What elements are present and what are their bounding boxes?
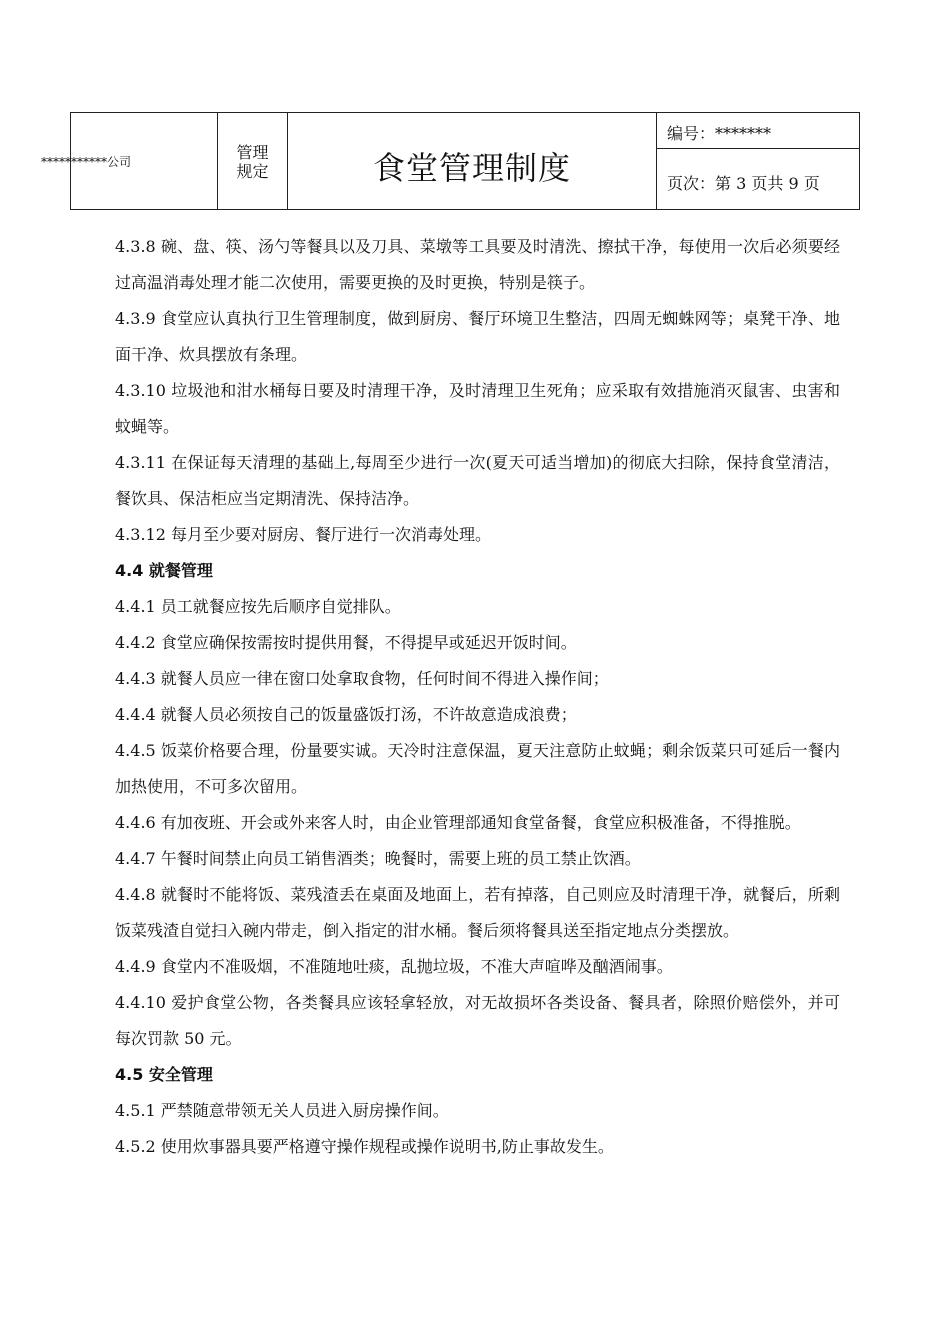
clause-paragraph: 4.3.8 碗、盘、筷、汤勺等餐具以及刀具、菜墩等工具要及时清洗、擦拭干净，每使用一次后必须要经过高温消毒处理才能二次使用，需要更换的及时更换，特别是筷子。: [115, 237, 840, 292]
doc-type-cell: [218, 113, 288, 209]
section-heading: 4.5 安全管理: [115, 1065, 213, 1084]
clause-paragraph: 4.4.8 就餐时不能将饭、菜残渣丢在桌面及地面上，若有掉落，自己则应及时清理干净，就餐后，所剩饭菜残渣自觉扫入碗内带走，倒入指定的泔水桶。餐后须将餐具送至指定地点分类摆放。: [115, 885, 840, 940]
doc-type-line1: 管理: [236, 143, 269, 162]
doc-type-label: [218, 143, 287, 181]
number-row: [657, 113, 859, 149]
doc-type-line2: 规定: [236, 162, 269, 181]
clause-paragraph: 4.5.2 使用炊事器具要严格遵守操作规程或操作说明书,防止事故发生。: [115, 1137, 614, 1156]
page-info: 页次：第 3 页共 9 页: [667, 174, 820, 193]
section-heading: 4.4 就餐管理: [115, 561, 213, 580]
clause-paragraph: 4.3.9 食堂应认真执行卫生管理制度，做到厨房、餐厅环境卫生整洁，四周无蜘蛛网等；桌凳干净、地面干净、炊具摆放有条理。: [115, 309, 840, 364]
clause-paragraph: 4.3.10 垃圾池和泔水桶每日要及时清理干净，及时清理卫生死角；应采取有效措施消灭鼠害、虫害和蚊蝇等。: [115, 381, 840, 436]
clause-paragraph: 4.4.3 就餐人员应一律在窗口处拿取食物，任何时间不得进入操作间；: [115, 669, 609, 688]
clause-paragraph: 4.4.1 员工就餐应按先后顺序自觉排队。: [115, 597, 401, 616]
meta-cell: [657, 113, 859, 209]
clause-paragraph: 4.5.1 严禁随意带领无关人员进入厨房操作间。: [115, 1101, 449, 1120]
clause-paragraph: 4.4.6 有加夜班、开会或外来客人时，由企业管理部通知食堂备餐，食堂应积极准备，不得推脱。: [115, 813, 801, 832]
clause-paragraph: 4.4.4 就餐人员必须按自己的饭量盛饭打汤，不许故意造成浪费；: [115, 705, 577, 724]
clause-paragraph: 4.4.2 食堂应确保按需按时提供用餐，不得提早或延迟开饭时间。: [115, 633, 577, 652]
clause-paragraph: 4.4.7 午餐时间禁止向员工销售酒类；晚餐时，需要上班的员工禁止饮酒。: [115, 849, 641, 868]
clause-paragraph: 4.4.10 爱护食堂公物，各类餐具应该轻拿轻放，对无故损坏各类设备、餐具者，除照价赔偿外，并可每次罚款 50 元。: [115, 993, 840, 1048]
title-cell: [288, 113, 657, 209]
document-number: 编号：*******: [667, 124, 772, 143]
company-cell: [41, 113, 218, 209]
company-name: ***********公司: [41, 155, 132, 169]
document-body: [115, 229, 840, 1165]
document-header-table: [41, 112, 860, 210]
document-title: 食堂管理制度: [372, 149, 571, 187]
clause-paragraph: 4.4.5 饭菜价格要合理，份量要实诚。天冷时注意保温，夏天注意防止蚊蝇；剩余饭菜只可延后一餐内加热使用，不可多次留用。: [115, 741, 840, 796]
clause-paragraph: 4.3.12 每月至少要对厨房、餐厅进行一次消毒处理。: [115, 525, 491, 544]
clause-paragraph: 4.4.9 食堂内不准吸烟，不准随地吐痰，乱抛垃圾，不准大声喧哗及酗酒闹事。: [115, 957, 673, 976]
clause-paragraph: 4.3.11 在保证每天清理的基础上,每周至少进行一次(夏天可适当增加)的彻底大扫除，保持食堂清洁，餐饮具、保洁柜应当定期清洗、保持洁净。: [115, 453, 840, 508]
